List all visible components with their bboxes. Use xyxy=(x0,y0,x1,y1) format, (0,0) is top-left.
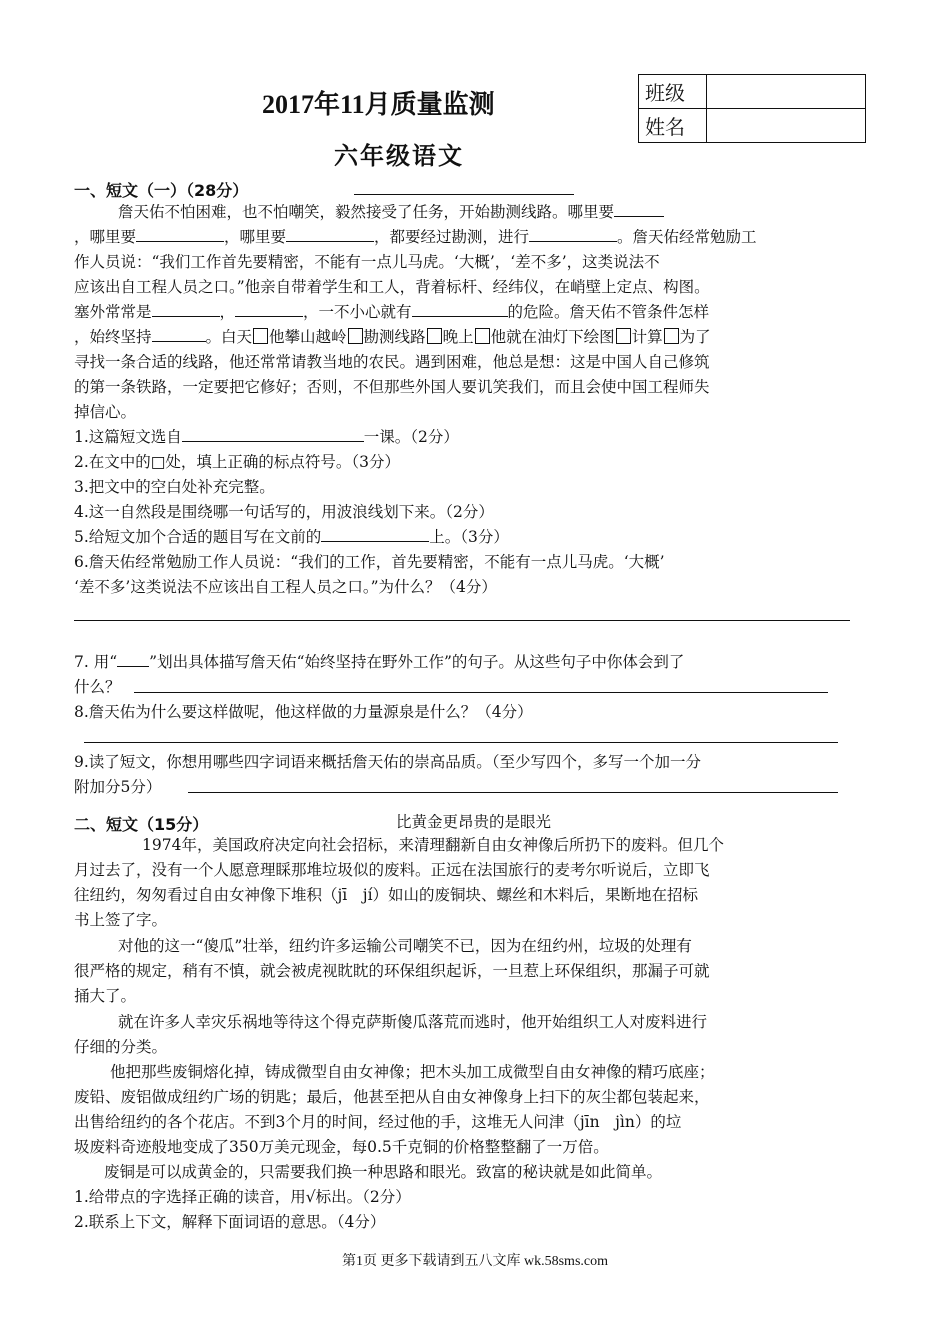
s2-line-5: 对他的这一“傻瓜”壮举，纽约许多运输公司嘲笑不已，因为在纽约州，垃圾的处理有 xyxy=(118,937,692,955)
answer-line-6[interactable] xyxy=(74,620,850,621)
section1-heading: 一、短文（一）（28分） xyxy=(74,181,249,200)
s2-question-2: 2.联系上下文，解释下面词语的意思。（4分） xyxy=(74,1213,386,1231)
passage-title: 比黄金更昂贵的是眼光 xyxy=(396,813,552,831)
name-field[interactable] xyxy=(707,109,866,143)
question-9: 9.读了短文，你想用哪些四字词语来概括詹天佑的崇高品质。（至少写四个，多写一个加一分 xyxy=(74,753,702,771)
s2-line-8: 就在许多人幸灾乐祸地等待这个得克萨斯傻瓜落荒而逃时，他开始组织工人对废料进行 xyxy=(118,1013,708,1031)
s2-line-9: 仔细的分类。 xyxy=(74,1038,168,1056)
question-3: 3.把文中的空白处补充完整。 xyxy=(74,478,275,496)
question-8: 8.詹天佑为什么要这样做呢，他这样做的力量源泉是什么？（4分） xyxy=(74,703,533,721)
student-info-table xyxy=(638,74,866,143)
name-label: 姓名 xyxy=(639,109,707,143)
s1-line-7: 寻找一条合适的线路，他还常常请教当地的农民。遇到困难，他总是想：这是中国人自己修筑 xyxy=(74,353,710,371)
class-field[interactable] xyxy=(707,75,866,109)
class-label: 班级 xyxy=(639,75,707,109)
answer-line-8[interactable] xyxy=(84,742,838,743)
page-title: 2017年11月质量监测 xyxy=(262,90,495,119)
s1-line-1: 詹天佑不怕困难，也不怕嘲笑，毅然接受了任务，开始勘测线路。哪里要 xyxy=(118,200,664,224)
answer-line-7[interactable] xyxy=(134,692,828,693)
s1-line-6: ，始终坚持 。白天 他攀山越岭 勘测线路 晚上 他就在油灯下绘图 计算 为了 xyxy=(74,325,711,349)
s2-line-2: 月过去了，没有一个人愿意理睬那堆垃圾似的废料。正远在法国旅行的麦考尔听说后，立即飞 xyxy=(74,861,710,879)
question-4: 4.这一自然段是围绕哪一句话写的，用波浪线划下来。（2分） xyxy=(74,503,494,521)
s2-line-14: 废铜是可以成黄金的，只需要我们换一种思路和眼光。致富的秘诀就是如此简单。 xyxy=(104,1163,663,1181)
s2-line-6: 很严格的规定，稍有不慎，就会被虎视眈眈的环保组织起诉，一旦惹上环保组织，那漏子可就 xyxy=(74,962,710,980)
question-5: 5.给短文加个合适的题目写在文前的 上。（3分） xyxy=(74,525,509,549)
page-footer: 第1页 更多下载请到五八文库 wk.58sms.com xyxy=(342,1254,608,1269)
s1-line-8: 的第一条铁路，一定要把它修好；否则，不但那些外国人要讥笑我们，而且会使中国工程师失 xyxy=(74,378,710,396)
page-subtitle: 六年级语文 xyxy=(334,141,464,170)
s2-line-11: 废铅、废铝做成纽约广场的钥匙；最后，他甚至把从自由女神像身上扫下的灰尘都包装起来， xyxy=(74,1088,710,1106)
question-6-cont: ‘差不多’这类说法不应该出自工程人员之口。”为什么？（4分） xyxy=(74,578,497,596)
question-9-cont: 附加分5分） xyxy=(74,778,162,796)
s1-line-9: 掉信心。 xyxy=(74,403,137,421)
s1-line-5: 塞外常常是 ， ，一不小心就有 的危险。詹天佑不管条件怎样 xyxy=(74,300,709,324)
section2-heading: 二、短文（15分） xyxy=(74,815,209,834)
s1-line-2: ，哪里要 ，哪里要 ，都要经过勘测，进行 。詹天佑经常勉励工 xyxy=(74,225,757,249)
s2-line-1: 1974年，美国政府决定向社会招标，来清理翻新自由女神像后所扔下的废料。但几个 xyxy=(142,836,724,854)
answer-line-9[interactable] xyxy=(188,792,838,793)
title-blank-line[interactable] xyxy=(354,194,574,195)
question-6: 6.詹天佑经常勉励工作人员说：“我们的工作，首先要精密，不能有一点儿马虎。‘大概’ xyxy=(74,553,665,571)
s2-line-13: 圾废料奇迹般地变成了350万美元现金，每0.5千克铜的价格整整翻了一万倍。 xyxy=(74,1138,609,1156)
question-1: 1.这篇短文选自 一课。（2分） xyxy=(74,425,459,449)
question-7-cont: 什么？ xyxy=(74,678,121,696)
s2-line-10: 他把那些废铜熔化掉，铸成微型自由女神像；把木头加工成微型自由女神像的精巧底座； xyxy=(110,1063,715,1081)
s2-line-7: 捅大了。 xyxy=(74,987,137,1005)
s1-line-4: 应该出自工程人员之口。”他亲自带着学生和工人，背着标杆、经纬仪，在峭壁上定点、构图。 xyxy=(74,278,710,296)
question-7: 7. 用“ ”划出具体描写詹天佑“始终坚持在野外工作”的句子。从这些句子中你体会到了 xyxy=(74,650,684,674)
question-2: 2.在文中的□处，填上正确的标点符号。（3分） xyxy=(74,453,401,471)
s2-line-12: 出售给纽约的各个花店。不到3个月的时间，经过他的手，这堆无人问津（jīn jìn）的垃 xyxy=(74,1113,682,1131)
s2-line-4: 书上签了字。 xyxy=(74,911,168,929)
s2-line-3: 往纽约，匆匆看过自由女神像下堆积（jī jí）如山的废铜块、螺丝和木料后，果断地在招标 xyxy=(74,886,699,904)
s2-question-1: 1.给带点的字选择正确的读音，用√标出。（2分） xyxy=(74,1188,411,1206)
s1-line-3: 作人员说：“我们工作首先要精密，不能有一点儿马虎。‘大概’，‘差不多’，这类说法不 xyxy=(74,253,660,271)
